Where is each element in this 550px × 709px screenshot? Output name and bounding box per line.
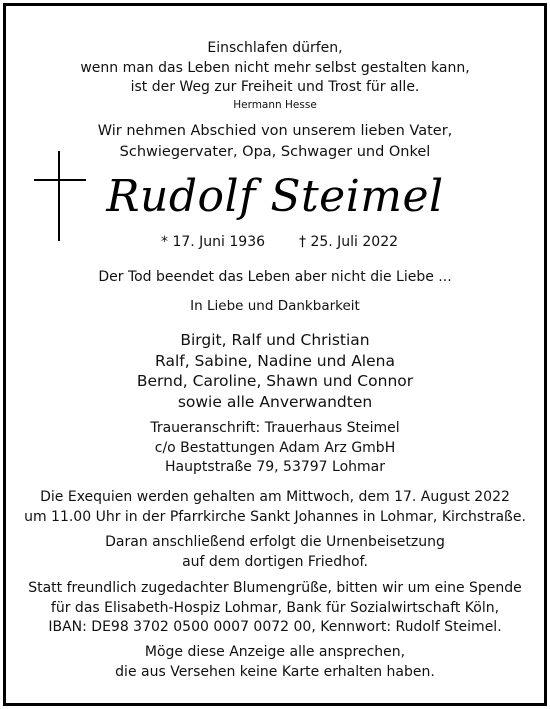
quote-line: Einschlafen dürfen,	[207, 40, 343, 56]
obituary-notice	[3, 3, 547, 706]
quote-line: wenn man das Leben nicht mehr selbst gestalten kann,	[80, 59, 470, 76]
donation-line: Statt freundlich zugedachter Blumengrüße, bitten wir um eine Spende	[28, 580, 522, 596]
burial-line: auf dem dortigen Friedhof.	[182, 553, 368, 570]
burial-line: Daran anschließend erfolgt die Urnenbeisetzung	[105, 534, 445, 550]
intro-line: Schwiegervater, Opa, Schwager und Onkel	[119, 144, 431, 160]
donation-line: für das Elisabeth-Hospiz Lohmar, Bank für Sozialwirtschaft Köln,	[50, 599, 500, 616]
intro-line: Wir nehmen Abschied von unserem lieben Vater,	[97, 123, 453, 139]
poem-quote	[3, 39, 547, 113]
service-info	[3, 488, 547, 527]
family-line: sowie alle Anverwandten	[177, 392, 373, 411]
quote-line: ist der Weg zur Freiheit und Trost für alle.	[130, 79, 420, 95]
closing-line: die aus Versehen keine Karte erhalten haben.	[115, 663, 435, 680]
family-names	[3, 330, 547, 412]
donation-info	[3, 579, 547, 638]
address-line: Traueranschrift: Trauerhaus Steimel	[150, 420, 400, 436]
closing-note	[3, 643, 547, 682]
burial-info	[3, 533, 547, 572]
gratitude-line: In Liebe und Dankbarkeit	[190, 298, 360, 314]
service-line: Die Exequien werden gehalten am Mittwoch, dem 17. August 2022	[40, 489, 510, 505]
birth-date: * 17. Juni 1936	[161, 234, 266, 250]
motto-line: Der Tod beendet das Leben aber nicht die Liebe ...	[98, 269, 452, 285]
family-line: Bernd, Caroline, Shawn und Connor	[136, 372, 414, 390]
address-line: Hauptstraße 79, 53797 Lohmar	[164, 459, 386, 475]
family-line: Birgit, Ralf und Christian	[180, 331, 370, 349]
family-line: Ralf, Sabine, Nadine und Alena	[155, 351, 395, 370]
service-line: um 11.00 Uhr in der Pfarrkirche Sankt Johannes in Lohmar, Kirchstraße.	[24, 508, 526, 525]
quote-author: Hermann Hesse	[233, 98, 317, 111]
death-date: † 25. Juli 2022	[299, 234, 399, 250]
donation-line: IBAN: DE98 3702 0500 0007 0072 00, Kennwort: Rudolf Steimel.	[48, 619, 502, 635]
address-line: c/o Bestattungen Adam Arz GmbH	[154, 439, 396, 456]
deceased-name: Rudolf Steimel	[106, 171, 444, 222]
mourning-address	[3, 419, 547, 478]
closing-line: Möge diese Anzeige alle ansprechen,	[144, 644, 406, 660]
